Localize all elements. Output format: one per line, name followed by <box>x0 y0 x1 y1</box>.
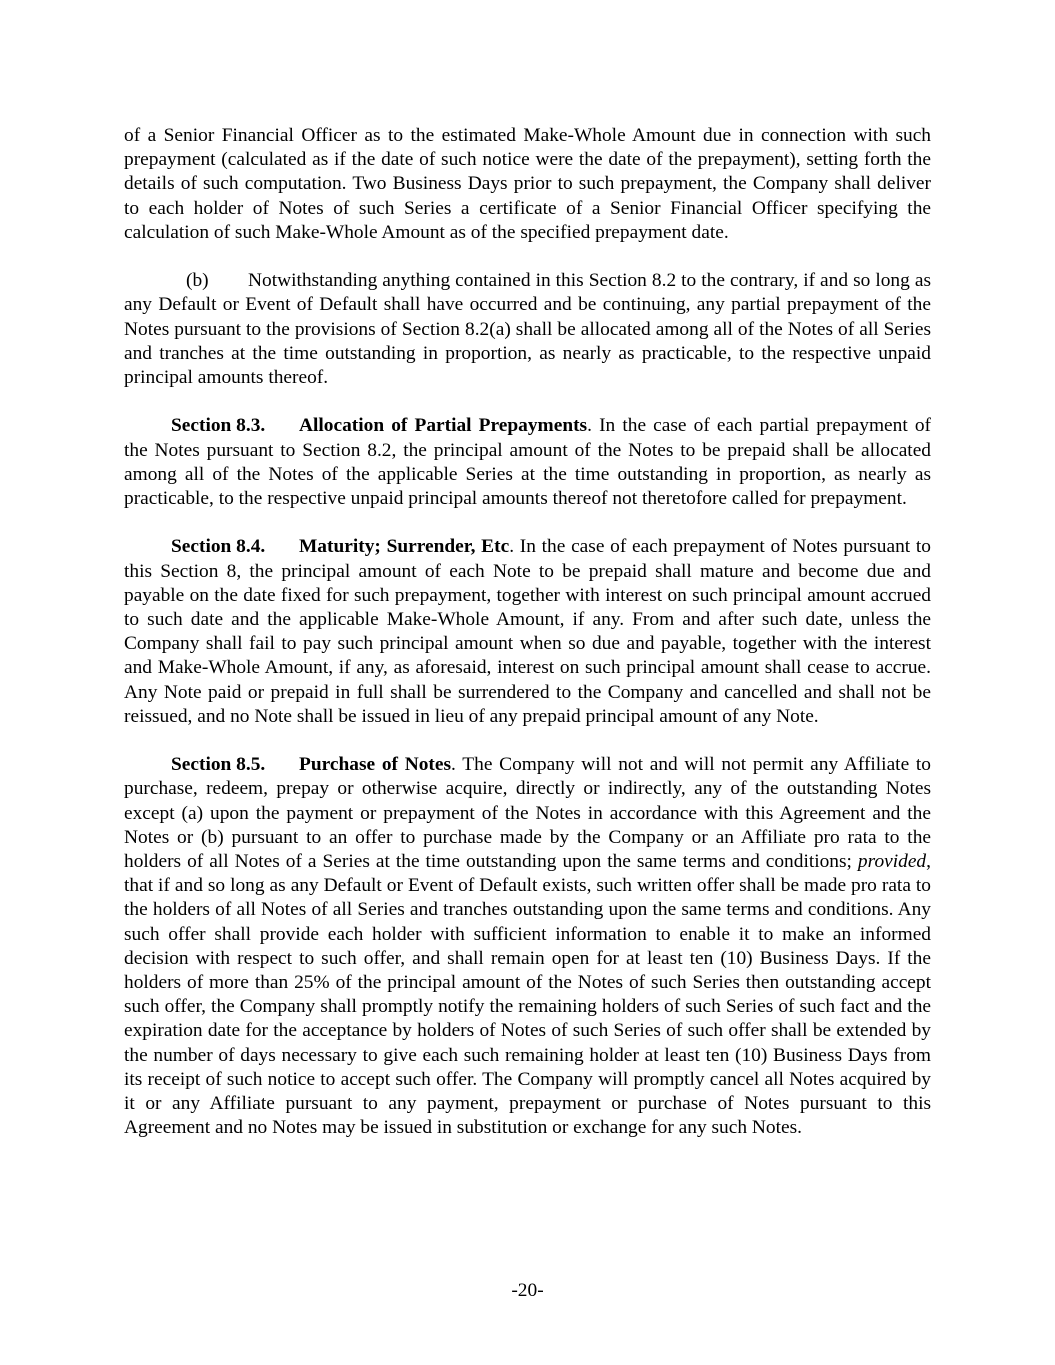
section-title: Purchase of Notes <box>299 754 452 776</box>
section-number: Section 8.4. <box>171 536 266 558</box>
subsection-b-label: (b) <box>186 270 209 292</box>
paragraph-gap <box>124 390 931 414</box>
section-text: The Company will not and will not permit any Affiliate to purchase, redeem, prepay or otherwise acquire, directly or indirectly, any of the outstanding Notes except (a) upon the payment or prepayment of the Notes in accordance with this Agreement and the Notes or (b) pursuant to an offer to purchase made by the Company or an Affiliate pro rata to the holders of all Notes of a Series at the time outstanding upon the same terms and conditions; <box>124 754 931 873</box>
paragraph-gap <box>124 245 931 269</box>
continued-paragraph: of a Senior Financial Officer as to the estimated Make-Whole Amount due in connection with such prepayment (calculated as if the date of such notice were the date of the prepayment), setting forth the details of such computation. Two Business Days prior to such prepayment, the Company shall deliver to each holder of Notes of such Series a certificate of a Senior Financial Officer specifying the calculation of such Make-Whole Amount as of the specified prepayment date. <box>124 125 931 243</box>
section-8-5 <box>124 753 931 1140</box>
section-8-4 <box>124 535 931 729</box>
document-page <box>124 124 931 1140</box>
subsection-b <box>124 269 931 390</box>
paragraph-gap <box>124 511 931 535</box>
subsection-b-text: Notwithstanding anything contained in this Section 8.2 to the contrary, if and so long as any Default or Event of Default shall have occurred and be continuing, any partial prepayment of the Notes pursuant to the provisions of Section 8.2(a) shall be allocated among all of the Notes of all Series and tranches at the time outstanding in proportion, as nearly as practicable, to the respective unpaid principal amounts thereof. <box>124 270 931 389</box>
section-title: Allocation of Partial Prepayments <box>299 415 588 437</box>
section-number: Section 8.3. <box>171 415 266 437</box>
section-title: Maturity; Surrender, Etc <box>299 536 510 558</box>
section-title-suffix: . <box>587 415 592 437</box>
section-number: Section 8.5. <box>171 754 266 776</box>
section-text: In the case of each prepayment of Notes pursuant to this Section 8, the principal amount of each Note to be prepaid shall mature and become due and payable on the date fixed for such prepayment, together with interest on such principal amount accrued to such date and the applicable Make-Whole Amount, if any. From and after such date, unless the Company shall fail to pay such principal amount when so due and payable, together with the interest and Make-Whole Amount, if any, as aforesaid, interest on such principal amount shall cease to accrue. Any Note paid or prepaid in full shall be surrendered to the Company and cancelled and shall not be reissued, and no Note shall be issued in lieu of any prepaid principal amount of any Note. <box>124 536 931 727</box>
section-title-suffix: . <box>451 754 456 776</box>
page-number: -20- <box>511 1280 544 1301</box>
section-8-3 <box>124 414 931 511</box>
paragraph-gap <box>124 729 931 753</box>
italic-term: provided <box>857 851 927 873</box>
section-title-suffix: . <box>509 536 515 558</box>
section-text-continued: , that if and so long as any Default or Event of Default exists, such written offer shall be made pro rata to the holders of all Notes of all Series and tranches outstanding upon the same terms and conditions. Any such offer shall provide each holder with sufficient information to enable it to make an informed decision with respect to such offer, and shall remain open for at least ten (10) Business Days. If the holders of more than 25% of the principal amount of the Notes of such Series then outstanding accept such offer, the Company shall promptly notify the remaining holders of such Series of such fact and the expiration date for the acceptance by holders of Notes of such Series of such offer shall be extended by the number of days necessary to give each such remaining holder at least ten (10) Business Days from its receipt of such notice to accept such offer. The Company will promptly cancel all Notes acquired by it or any Affiliate pursuant to any payment, prepayment or purchase of Notes pursuant to this Agreement and no Notes may be issued in substitution or exchange for any such Notes. <box>124 851 931 1139</box>
section-text: In the case of each partial prepayment of the Notes pursuant to Section 8.2, the principal amount of the Notes to be prepaid shall be allocated among all of the Notes of the applicable Series at the time outstanding in proportion, as nearly as practicable, to the respective unpaid principal amounts thereof not theretofore called for prepayment. <box>124 415 931 510</box>
